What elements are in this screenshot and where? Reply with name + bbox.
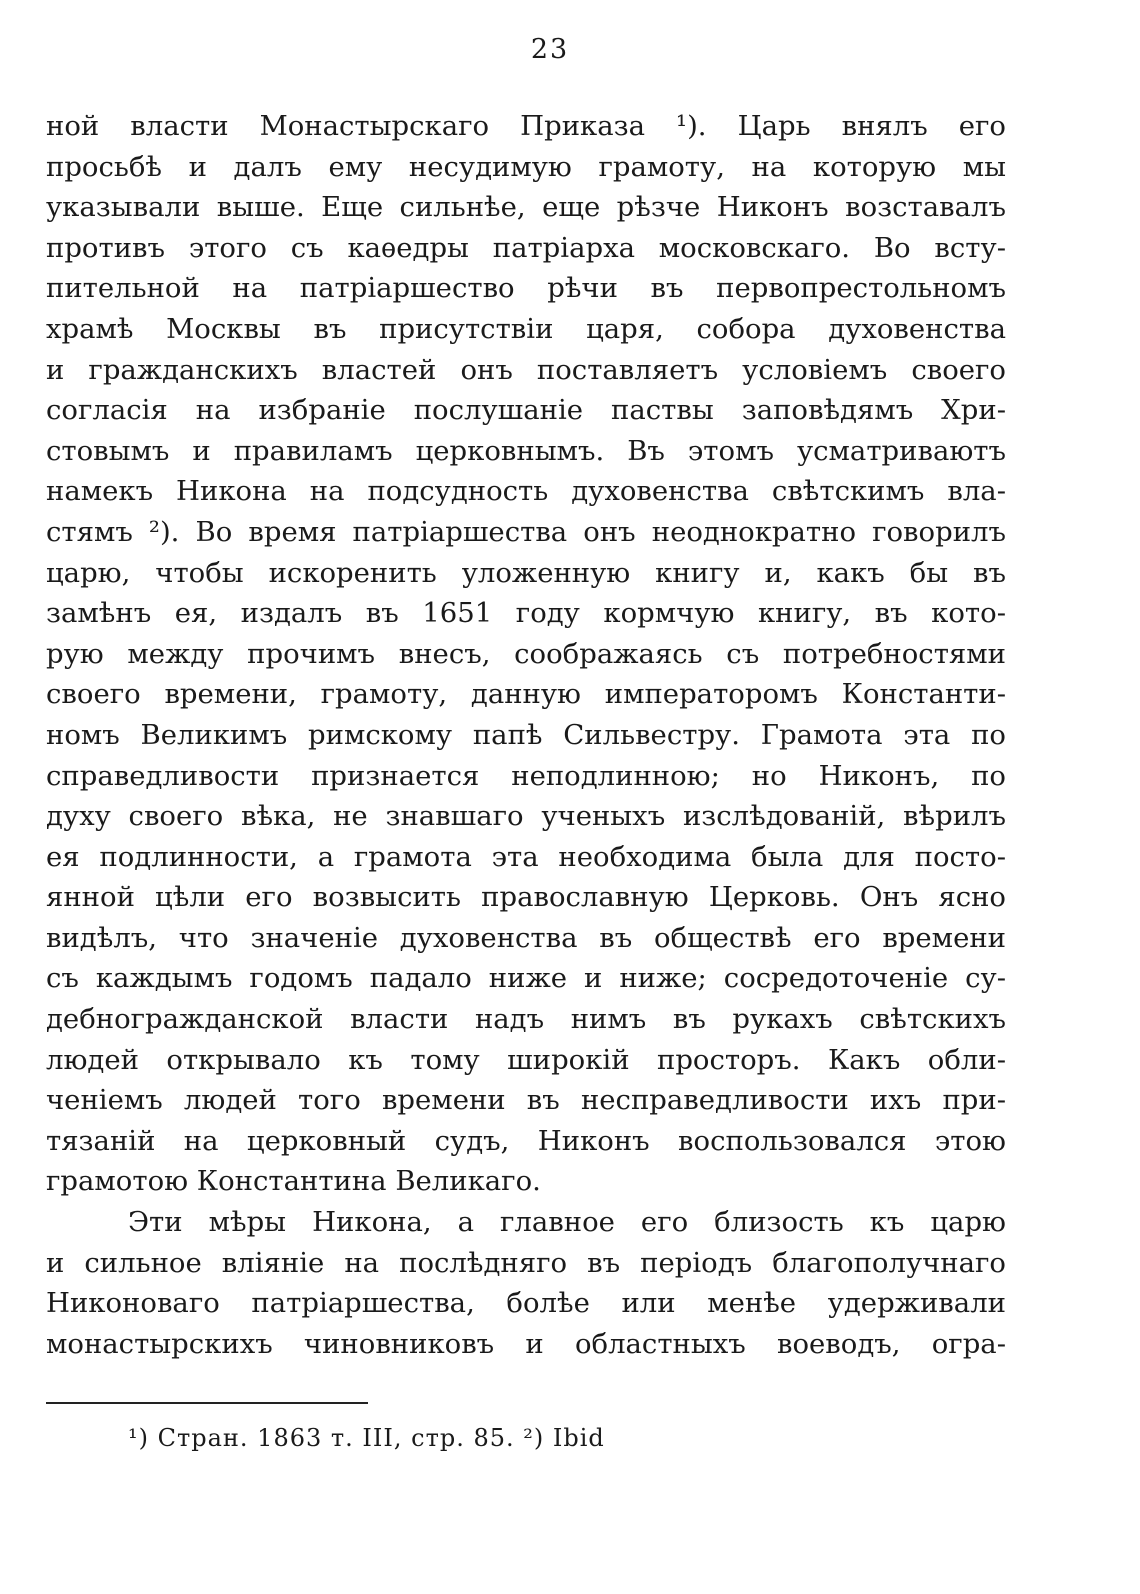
footnotes: ¹) Стран. 1863 т. III, стр. 85. ²) Ibid: [128, 1424, 605, 1452]
body-text: [46, 106, 1006, 1364]
text-line: своего времени, грамоту, данную императоромъ Константи-: [46, 678, 1006, 711]
page-number: 23: [530, 34, 570, 65]
text-line: и сильное вліяніе на послѣдняго въ періодъ благополучнаго: [46, 1246, 1006, 1279]
footnote-divider: [46, 1402, 368, 1404]
text-line: янной цѣли его возвысить православную Церковь. Онъ ясно: [46, 881, 1006, 914]
text-line: замѣнъ ея, издалъ въ 1651 году кормчую книгу, въ кото-: [46, 597, 1006, 630]
text-line: людей открывало къ тому широкій просторъ. Какъ обли-: [46, 1043, 1006, 1076]
text-line: намекъ Никона на подсудность духовенства свѣтскимъ вла-: [46, 475, 1006, 508]
text-line: ченіемъ людей того времени въ несправедливости ихъ при-: [46, 1084, 1006, 1117]
text-line: царю, чтобы искоренить уложенную книгу и, какъ бы въ: [46, 556, 1006, 589]
text-line: пительной на патріаршество рѣчи въ первопрестольномъ: [46, 272, 1006, 305]
text-line: ея подлинности, а грамота эта необходима была для посто-: [46, 840, 1006, 873]
text-line: стовымъ и правиламъ церковнымъ. Въ этомъ усматриваютъ: [46, 434, 1006, 467]
text-line: дебногражданской власти надъ нимъ въ рукахъ свѣтскихъ: [46, 1003, 1006, 1036]
text-line: согласія на избраніе послушаніе паствы заповѣдямъ Хри-: [46, 394, 1006, 427]
text-line: противъ этого съ каѳедры патріарха московскаго. Во всту-: [46, 231, 1006, 264]
text-line: и гражданскихъ властей онъ поставляетъ условіемъ своего: [46, 353, 1006, 386]
text-line: просьбѣ и далъ ему несудимую грамоту, на которую мы: [46, 150, 1006, 183]
text-line: видѣлъ, что значеніе духовенства въ обществѣ его времени: [46, 921, 1006, 954]
text-line: храмѣ Москвы въ присутствіи царя, собора духовенства: [46, 312, 1006, 345]
text-line: монастырскихъ чиновниковъ и областныхъ воеводъ, огра-: [46, 1327, 1006, 1360]
text-line: справедливости признается неподлинною; но Никонъ, по: [46, 759, 1006, 792]
text-line: духу своего вѣка, не знавшаго ученыхъ изслѣдованій, вѣрилъ: [46, 800, 1006, 833]
text-line: ной власти Монастырскаго Приказа ¹). Царь внялъ его: [46, 110, 1006, 142]
text-line: грамотою Константина Великаго.: [46, 1165, 541, 1198]
text-line: стямъ ²). Во время патріаршества онъ неоднократно говорилъ: [46, 515, 1006, 548]
text-line: рую между прочимъ внесъ, соображаясь съ потребностями: [46, 637, 1006, 670]
text-line: тязаній на церковный судъ, Никонъ воспользовался этою: [46, 1124, 1006, 1157]
text-line: съ каждымъ годомъ падало ниже и ниже; сосредоточеніе су-: [46, 962, 1006, 995]
text-line: указывали выше. Еще сильнѣе, еще рѣзче Никонъ возставалъ: [46, 191, 1006, 224]
text-line: Эти мѣры Никона, а главное его близость къ царю: [128, 1206, 1006, 1239]
text-line: номъ Великимъ римскому папѣ Сильвестру. Грамота эта по: [46, 718, 1006, 751]
text-line: Никоноваго патріаршества, болѣе или менѣе удерживали: [46, 1287, 1006, 1320]
